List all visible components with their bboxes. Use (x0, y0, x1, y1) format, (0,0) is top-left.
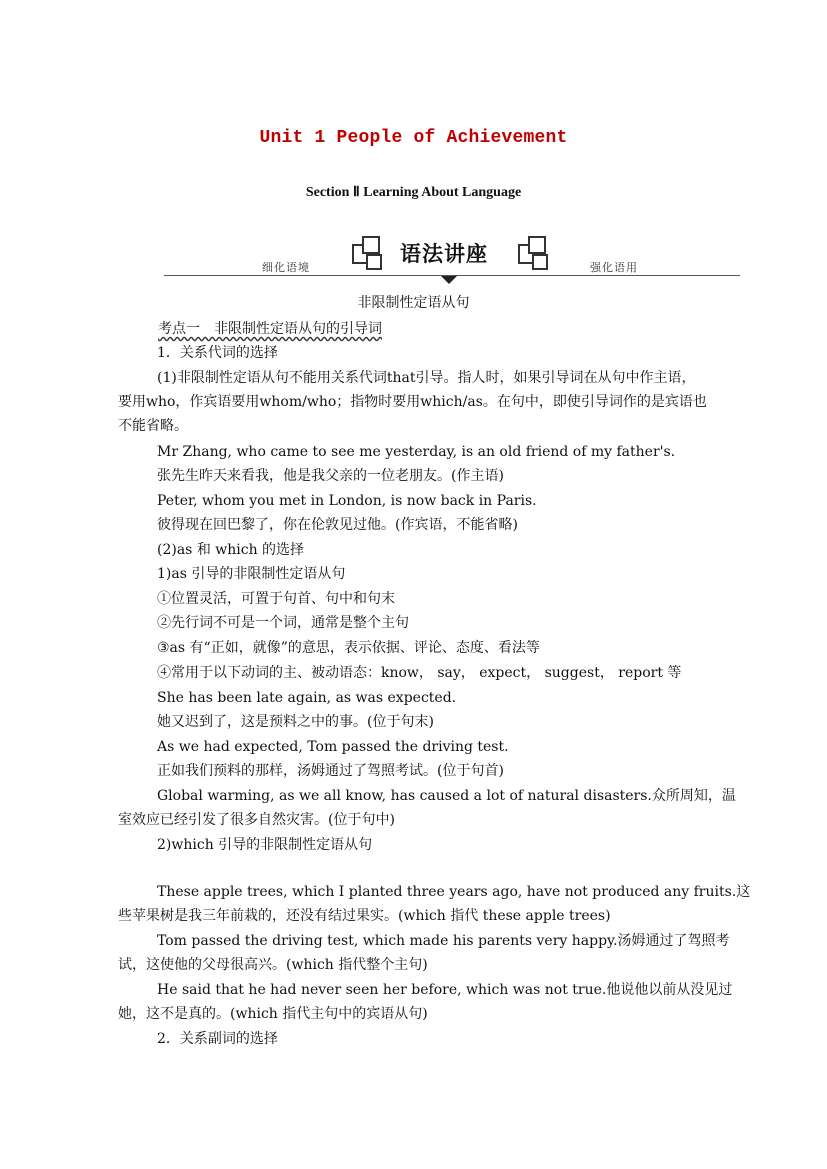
list-item: ①位置灵活，可置于句首、句中和句末 (157, 591, 395, 607)
section-heading: 1．关系代词的选择 (157, 345, 278, 361)
example-line: Global warming, as we all know, has caused a lot of natural disasters.众所周知，温 (157, 788, 736, 804)
paragraph-line: 不能省略。 (118, 418, 188, 434)
banner-right-tag: 强化语用 (590, 261, 638, 274)
subsection-heading: 2)which 引导的非限制性定语从句 (157, 837, 373, 853)
paragraph-line: (1)非限制性定语从句不能用关系代词that引导。指人时，如果引导词在从句中作主语， (157, 370, 696, 386)
list-item: ④常用于以下动词的主、被动语态：know， say， expect， suggest， report 等 (157, 665, 682, 681)
example-chinese: 张先生昨天来看我，他是我父亲的一位老朋友。(作主语) (157, 468, 504, 484)
point-heading-text: 考点一 非限制性定语从句的引导词 (158, 321, 382, 337)
example-english: As we had expected, Tom passed the driving test. (157, 739, 509, 755)
example-line: 些苹果树是我三年前栽的，还没有结过果实。(which 指代 these apple trees) (118, 908, 611, 924)
example-chinese: 正如我们预料的那样，汤姆通过了驾照考试。(位于句首) (157, 763, 504, 779)
unit-title: Unit 1 People of Achievement (259, 128, 568, 148)
example-english: Peter, whom you met in London, is now back in Paris. (157, 493, 537, 509)
banner-title: 语法讲座 (400, 242, 488, 266)
grammar-banner (160, 232, 742, 288)
example-line: Tom passed the driving test, which made his parents very happy.汤姆通过了驾照考 (157, 933, 730, 949)
example-line: 她，这不是真的。(which 指代主句中的宾语从句) (118, 1006, 428, 1022)
example-line: He said that he had never seen her before, which was not true.他说他以前从没见过 (157, 982, 733, 998)
squares-decoration-icon (350, 236, 384, 270)
banner-arrow-icon (441, 276, 457, 284)
section-heading: 2．关系副词的选择 (157, 1031, 278, 1047)
example-line: These apple trees, which I planted three years ago, have not produced any fruits.这 (157, 884, 751, 900)
example-line: 试，这使他的父母很高兴。(which 指代整个主句) (118, 957, 428, 973)
paragraph-line: 要用who，作宾语要用whom/who；指物时要用which/as。在句中，即使引导词作的是宾语也 (118, 394, 707, 410)
list-item: ②先行词不可是一个词，通常是整个主句 (157, 615, 409, 631)
subsection-heading: (2)as 和 which 的选择 (157, 542, 305, 558)
example-english: She has been late again, as was expected. (157, 690, 457, 706)
example-english: Mr Zhang, who came to see me yesterday, is an old friend of my father's. (157, 444, 676, 460)
example-line: 室效应已经引发了很多自然灾害。(位于句中) (118, 812, 395, 828)
subsection-heading: 1)as 引导的非限制性定语从句 (157, 566, 346, 582)
list-item: ③as 有“正如，就像”的意思，表示依据、评论、态度、看法等 (157, 640, 540, 656)
section-subtitle: Section Ⅱ Learning About Language (305, 185, 522, 200)
topic-heading: 非限制性定语从句 (357, 295, 470, 311)
point-heading (158, 317, 758, 341)
squares-decoration-icon (516, 236, 550, 270)
banner-left-tag: 细化语境 (262, 261, 310, 274)
example-chinese: 彼得现在回巴黎了，你在伦敦见过他。(作宾语，不能省略) (157, 517, 518, 533)
example-chinese: 她又迟到了，这是预料之中的事。(位于句末) (157, 714, 434, 730)
